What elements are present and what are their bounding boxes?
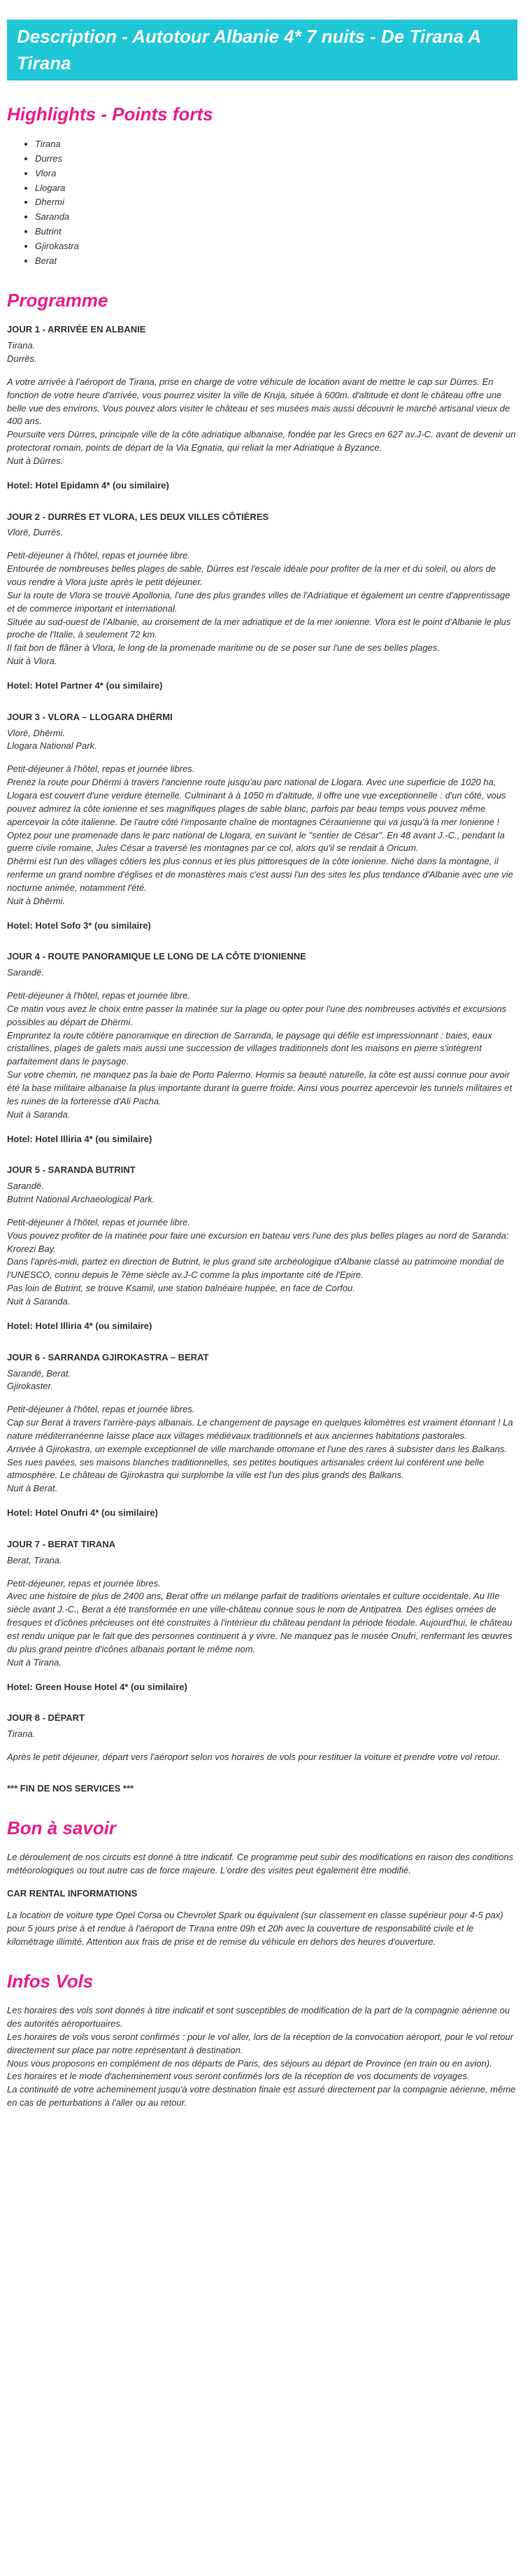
day-paragraph: Il fait bon de flâner à Vlora, le long de la promenade maritime ou de se poser sur l'une de ses belles plages. [7, 642, 440, 654]
day-block [7, 950, 517, 1146]
car-rental-text: La location de voiture type Opel Corsa ou Chevrolet Spark ou équivalent (sur classement en classe supérieur pour 4-5 pax) pour 5 jours prise à et rendue à l'aéroport de Tirana entre 09h et 20h avec la couverture de responsabilité civile et le kilométrage illimité. Attention aux frais de prise et de remise du véhicule en dehors des heures d'ouverture. [7, 1909, 503, 1947]
day-paragraph: Après le petit déjeuner, départ vers l'aéroport selon vos horaires de vols pour restituer la voiture et prendre votre vol retour. [7, 1752, 501, 1763]
day-title: JOUR 3 - VLORA – LLOGARA DHËRMI [7, 711, 173, 722]
day-hotel: Hotel: Green House Hotel 4* (ou similaire) [7, 1681, 187, 1692]
day-hotel: Hotel: Hotel Onufri 4* (ou similaire) [7, 1507, 158, 1519]
highlight-item: • Butrint [35, 225, 517, 239]
day-paragraph: Prenez la route pour Dhërmi à travers l'ancienne route jusqu'au parc national de Llogara. Avec une superficie de 1020 ha, Llogara est couvert d'une verdure éternelle. Culminant à à 1050 m d'altitude, il offre une vue exceptionnelle : d'un côté, vous pouvez admirez la côte ionienne et ses magnifiques plages de sable blanc, parfois par beau temps vous pouvez même apercevoir la côte italienne. De l'autre côté l'imposante chaîne de montagnes Céraunienne qui va jusqu'à la mer Ionienne ! [7, 777, 506, 827]
day-place: Butrint National Archaeological Park. [7, 1194, 155, 1205]
day-paragraph: Cap sur Berat à travers l'arrière-pays albanais. Le changement de paysage en quelques kilomètres est vraiment étonnant ! La nature méditerranéenne laisse place aux villages médiévaux traditionnels et aux anciennes habitations pastorales. [7, 1417, 513, 1441]
day-place: Sarandë. [7, 967, 44, 978]
infos-vols-paragraph: Les horaires des vols sont donnés à titre indicatif et sont susceptibles de modification de la part de la compagnie aérienne ou des autorités aéroportuaires. [7, 2005, 510, 2029]
day-paragraph: Dans l'après-midi, partez en direction de Butrint, le plus grand site archéologique d'Albanie classé au patrimoine mondial de l'UNESCO, connu depuis le 7ème siècle av.J-C comme la plus importante cité de l'Epire. [7, 1256, 504, 1281]
day-block [7, 1712, 517, 1764]
day-paragraph: Nuit à Dhërmi. [7, 895, 66, 906]
day-paragraph: Avec une histoire de plus de 2400 ans, Berat offre un mélange parfait de traditions orientales et culture occidentale. Au IIIe siècle avant J.-C., Berat a été transformée en une ville-château connue sous le nom de Antipatrea. Des églises ornées de fresques et d'icônes précieuses ont été construites à l'intérieur du château pendant la période féodale. Aujourd'hui, le château est rendu unique par le fait que des personnes continuent à y vivre. Ne manquez pas le musée Onufri, renfermant les œuvres du plus grand peintre d'icônes albanais portant le même nom. [7, 1591, 513, 1654]
bon-a-savoir-heading: Bon à savoir [7, 1817, 117, 1838]
day-hotel: Hotel: Hotel Illiria 4* (ou similaire) [7, 1133, 152, 1144]
infos-vols-paragraph: Les horaires et le mode d'acheminement vous seront confirmés lors de la réception de vos documents de voyages. [7, 2071, 470, 2082]
day-title: JOUR 8 - DÉPART [7, 1712, 85, 1724]
end-note: *** FIN DE NOS SERVICES *** [7, 1782, 134, 1794]
day-paragraph: Vous pouvez profiter de la matinée pour faire une excursion en bateau vers l'une des plus belles plages au nord de Saranda: Krorezi Bay. [7, 1230, 509, 1254]
day-paragraph: Pas loin de Butrint, se trouve Ksamil, une station balnéaire huppée, en face de Corfou. [7, 1283, 355, 1294]
day-block [7, 1538, 517, 1694]
day-title: JOUR 2 - DURRËS ET VLORA, LES DEUX VILLES CÔTIÈRES [7, 511, 269, 522]
day-paragraph: Nuit à Saranda. [7, 1295, 71, 1307]
day-paragraph: Arrivée à Gjirokastra, un exemple exceptionnel de ville marchande ottomane et l'une des rares à subsister dans les Balkans. Ses rues pavées, ses maisons blanches traditionnelles, ses petites boutiques artisanales créent lui conférent une belle atmosphère. Le château de Gjirokastra qui surplombe la ville est l'un des plus grands des Balkans. [7, 1443, 507, 1481]
day-paragraph: Optez pour une promenade dans le parc national de Llogara, en suivant le "sentier de César". En 48 avant J.-C., pendant la guerre civile romaine, Jules César a traversé les montagnes par ce col, alors qu'il se rendait à Oricum. [7, 829, 505, 854]
highlight-item: • Durres [35, 153, 517, 166]
day-paragraph: Nuit à Saranda. [7, 1108, 71, 1120]
day-block [7, 1351, 517, 1520]
day-place: Gjirokaster. [7, 1381, 53, 1392]
day-paragraph: Petit-déjeuner à l'hôtel, repas et journée libres. [7, 1404, 195, 1415]
day-place: Vlorë, Durrës. [7, 527, 64, 538]
infos-vols-paragraph: Les horaires de vols vous seront confirmés : pour le vol aller, lors de la réception de la convocation aéroport, pour le vol retour directement sur place par notre représentant à destination. [7, 2031, 514, 2055]
infos-vols-paragraph: Nous vous proposons en complément de nos départs de Paris, des séjours au départ de Province (en train ou en avion). [7, 2057, 492, 2069]
day-paragraph: Nuit à Tirana. [7, 1656, 62, 1668]
day-title: JOUR 6 - SARRANDA GJIROKASTRA – BERAT [7, 1351, 209, 1363]
day-paragraph: Petit-déjeuner à l'hôtel, repas et journée libre. [7, 990, 190, 1001]
day-place: Tirana. [7, 340, 36, 351]
highlights-heading: Highlights - Points forts [7, 104, 213, 125]
day-paragraph: Située au sud-ouest de l'Albanie, au croisement de la mer adriatique et de la mer ionienne. Vlora est le point d'Albanie le plus proche de l'Italie, à seulement 72 km. [7, 616, 511, 640]
infos-vols-heading: Infos Vols [7, 1970, 94, 1992]
day-paragraph: Ce matin vous avez le choix entre passer la matinée sur la plage ou opter pour l'une des nombreuses activités et excursions possibles au départ de Dhërmi. [7, 1003, 507, 1027]
day-title: JOUR 7 - BERAT TIRANA [7, 1538, 116, 1549]
day-title: JOUR 1 - ARRIVÉE EN ALBANIE [7, 324, 146, 335]
highlight-item: • Dhermi [35, 196, 517, 209]
car-rental-heading: CAR RENTAL INFORMATIONS [7, 1888, 138, 1899]
day-block [7, 511, 517, 693]
day-paragraph: Poursuite vers Dürres, principale ville de la côte adriatique albanaise, fondée par les Grecs en 627 av.J-C. avant de devenir un protectorat romain, points de départ de la Via Egnatia, qui reliait la mer Adriatique à Byzance. [7, 429, 516, 453]
highlight-item: • Vlora [35, 167, 517, 181]
day-paragraph: Empruntez la route côtière panoramique en direction de Sarranda, le paysage qui défile est impressionnant : baies, eaux cristallines, plages de galets mais aussi une succession de villages traditionnels dont les maisons en pierre s'intègrent parfaitement dans le paysage. [7, 1029, 492, 1067]
day-paragraph: Nuit à Berat. [7, 1483, 58, 1494]
day-paragraph: A votre arrivée à l'aéroport de Tirana, prise en charge de votre véhicule de location avant de mettre le cap sur Dürres. En fonction de votre heure d'arrivée, vous pourrez visiter la ville de Kruja, située à 600m. d'altitude et dont le château offre une belle vue des environs. Vous pouvez alors visiter le château et ses musées mais aussi découvrir le marché artisanal vieux de 400 ans. [7, 376, 510, 427]
highlight-item: • Saranda [35, 211, 517, 224]
day-block [7, 1164, 517, 1332]
day-hotel: Hotel: Hotel Partner 4* (ou similaire) [7, 680, 163, 691]
day-paragraph: Petit-déjeuner à l'hôtel, repas et journée libres. [7, 763, 195, 775]
day-place: Durrës. [7, 353, 37, 365]
day-paragraph: Petit-déjeuner, repas et journée libres. [7, 1577, 161, 1589]
day-paragraph: Nuit à Vlora. [7, 656, 57, 667]
day-place: Tirana. [7, 1729, 36, 1740]
day-paragraph: Nuit à Dürres. [7, 455, 64, 466]
day-place: Vlorë, Dhërmi. [7, 727, 66, 738]
day-hotel: Hotel: Hotel Epidamn 4* (ou similaire) [7, 479, 169, 491]
programme-heading: Programme [7, 289, 108, 311]
day-place: Berat, Tirana. [7, 1554, 62, 1565]
day-block [7, 711, 517, 933]
page-title: Description - Autotour Albanie 4* 7 nuits - De Tirana A Tirana [7, 20, 517, 80]
infos-vols-paragraph: La continuité de votre acheminement jusqu'à votre destination finale est assuré directement par la compagnie aérienne, même en cas de perturbations à l'aller ou au retour. [7, 2084, 516, 2109]
highlight-item: • Llogara [35, 182, 517, 195]
highlights-list [7, 138, 517, 268]
infos-vols-text [7, 2004, 517, 2110]
programme-days [7, 323, 517, 1764]
day-hotel: Hotel: Hotel Illiria 4* (ou similaire) [7, 1320, 152, 1331]
day-hotel: Hotel: Hotel Sofo 3* (ou similaire) [7, 920, 151, 931]
day-paragraph: Petit-déjeuner à l'hôtel, repas et journée libre. [7, 1216, 190, 1227]
bon-a-savoir-intro: Le déroulement de nos circuits est donné à titre indicatif. Ce programme peut subir des modifications en raison des conditions météorologiques ou tout autre cas de force majeure. L'ordre des visites peut également être modifié. [7, 1852, 514, 1876]
day-paragraph: Sur la route de Vlora se trouve Apollonia, l'une des plus grandes villes de l'Adriatique et également un centre d'apprentissage et de commerce important et international. [7, 589, 510, 614]
day-place: Sarandë, Berat. [7, 1367, 71, 1379]
day-paragraph: Sur votre chemin, ne manquez pas la baie de Porto Palermo. Hormis sa beauté naturelle, la côte est aussi connue pour avoir été la base militaire albanaise la plus importante durant la guerre froide. Ainsi vous pourrez apercevoir les tunnels militaires et les ruines de la forteresse d'Ali Pacha. [7, 1069, 513, 1106]
day-paragraph: Dhërmi est l'un des villages côtiers les plus connus et les plus pittoresques de la côte ionienne. Niché dans la montagne, il renferme un grand nombre d'églises et de monastères mais c'est aussi l'un des sites les plus tendance d'Albanie avec une vie nocturne animée, notamment l'été. [7, 856, 513, 893]
highlight-item: • Gjirokastra [35, 240, 517, 253]
day-place: Sarandë. [7, 1181, 44, 1192]
day-title: JOUR 4 - ROUTE PANORAMIQUE LE LONG DE LA CÔTE D'IONIENNE [7, 951, 306, 962]
day-title: JOUR 5 - SARANDA BUTRINT [7, 1164, 136, 1176]
day-paragraph: Entourée de nombreuses belles plages de sable, Dürres est l'escale idéale pour profiter de la mer et du soleil, ou alors de vous rendre à Vlora juste après le petit déjeuner. [7, 563, 496, 587]
day-paragraph: Petit-déjeuner à l'hôtel, repas et journée libre. [7, 550, 190, 561]
day-place: Llogara National Park. [7, 740, 97, 752]
day-block [7, 323, 517, 492]
highlight-item: • Berat [35, 255, 517, 268]
highlight-item: • Tirana [35, 138, 517, 151]
